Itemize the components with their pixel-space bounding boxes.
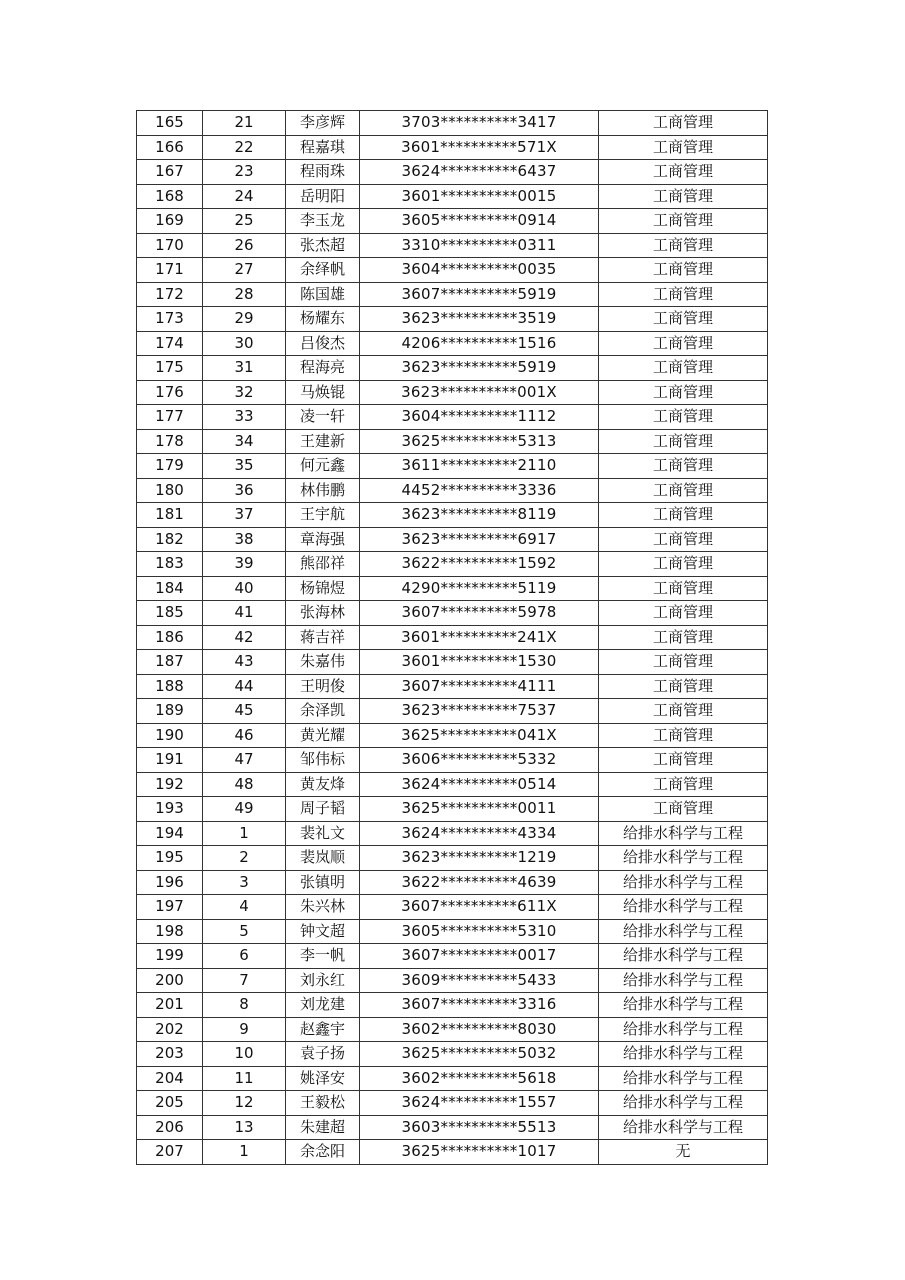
table-row	[137, 282, 768, 307]
cell-major: 工商管理	[599, 356, 768, 381]
cell-id-number: 3607**********4111	[360, 674, 599, 699]
cell-serial-number: 177	[137, 405, 203, 430]
cell-student-name: 王建新	[286, 429, 360, 454]
cell-group-index: 24	[203, 184, 286, 209]
cell-id-number: 3601**********0015	[360, 184, 599, 209]
cell-serial-number: 168	[137, 184, 203, 209]
cell-student-name: 何元鑫	[286, 454, 360, 479]
cell-major: 工商管理	[599, 282, 768, 307]
cell-group-index: 4	[203, 895, 286, 920]
cell-major: 工商管理	[599, 307, 768, 332]
cell-id-number: 3604**********1112	[360, 405, 599, 430]
table-row	[137, 576, 768, 601]
cell-group-index: 10	[203, 1042, 286, 1067]
cell-id-number: 3624**********0514	[360, 772, 599, 797]
cell-serial-number: 187	[137, 650, 203, 675]
cell-group-index: 46	[203, 723, 286, 748]
cell-major: 工商管理	[599, 527, 768, 552]
cell-major: 给排水科学与工程	[599, 846, 768, 871]
table-row	[137, 674, 768, 699]
cell-major: 工商管理	[599, 699, 768, 724]
roster-table-body	[137, 111, 768, 1165]
cell-serial-number: 200	[137, 968, 203, 993]
cell-serial-number: 188	[137, 674, 203, 699]
cell-serial-number: 182	[137, 527, 203, 552]
cell-id-number: 3607**********611X	[360, 895, 599, 920]
cell-group-index: 26	[203, 233, 286, 258]
table-row	[137, 1017, 768, 1042]
cell-serial-number: 204	[137, 1066, 203, 1091]
cell-serial-number: 198	[137, 919, 203, 944]
cell-student-name: 姚泽安	[286, 1066, 360, 1091]
cell-major: 工商管理	[599, 772, 768, 797]
cell-student-name: 王明俊	[286, 674, 360, 699]
table-row	[137, 552, 768, 577]
cell-student-name: 朱兴林	[286, 895, 360, 920]
cell-major: 给排水科学与工程	[599, 919, 768, 944]
cell-major: 工商管理	[599, 405, 768, 430]
cell-major: 给排水科学与工程	[599, 870, 768, 895]
cell-group-index: 47	[203, 748, 286, 773]
cell-group-index: 35	[203, 454, 286, 479]
cell-group-index: 44	[203, 674, 286, 699]
cell-student-name: 马焕锟	[286, 380, 360, 405]
table-row	[137, 135, 768, 160]
cell-major: 工商管理	[599, 748, 768, 773]
cell-major: 无	[599, 1140, 768, 1165]
cell-group-index: 48	[203, 772, 286, 797]
cell-student-name: 陈国雄	[286, 282, 360, 307]
table-row	[137, 772, 768, 797]
cell-major: 给排水科学与工程	[599, 944, 768, 969]
cell-id-number: 3623**********7537	[360, 699, 599, 724]
table-row	[137, 111, 768, 136]
cell-id-number: 3622**********4639	[360, 870, 599, 895]
cell-student-name: 王宇航	[286, 503, 360, 528]
cell-group-index: 13	[203, 1115, 286, 1140]
table-row	[137, 405, 768, 430]
cell-student-name: 章海强	[286, 527, 360, 552]
table-row	[137, 160, 768, 185]
table-row	[137, 209, 768, 234]
cell-id-number: 3605**********0914	[360, 209, 599, 234]
cell-serial-number: 205	[137, 1091, 203, 1116]
table-row	[137, 919, 768, 944]
cell-major: 给排水科学与工程	[599, 895, 768, 920]
cell-serial-number: 192	[137, 772, 203, 797]
table-row	[137, 331, 768, 356]
cell-serial-number: 184	[137, 576, 203, 601]
cell-major: 给排水科学与工程	[599, 1066, 768, 1091]
table-row	[137, 1140, 768, 1165]
cell-major: 工商管理	[599, 552, 768, 577]
cell-serial-number: 166	[137, 135, 203, 160]
table-row	[137, 307, 768, 332]
cell-group-index: 28	[203, 282, 286, 307]
table-row	[137, 846, 768, 871]
cell-id-number: 3611**********2110	[360, 454, 599, 479]
cell-serial-number: 189	[137, 699, 203, 724]
cell-group-index: 29	[203, 307, 286, 332]
cell-group-index: 40	[203, 576, 286, 601]
cell-group-index: 49	[203, 797, 286, 822]
table-row	[137, 527, 768, 552]
cell-id-number: 3609**********5433	[360, 968, 599, 993]
cell-id-number: 3623**********6917	[360, 527, 599, 552]
table-row	[137, 968, 768, 993]
cell-student-name: 凌一轩	[286, 405, 360, 430]
cell-id-number: 4206**********1516	[360, 331, 599, 356]
cell-group-index: 23	[203, 160, 286, 185]
cell-id-number: 3624**********1557	[360, 1091, 599, 1116]
cell-student-name: 林伟鹏	[286, 478, 360, 503]
table-row	[137, 895, 768, 920]
cell-serial-number: 165	[137, 111, 203, 136]
table-row	[137, 1042, 768, 1067]
cell-group-index: 25	[203, 209, 286, 234]
cell-group-index: 7	[203, 968, 286, 993]
cell-id-number: 3623**********1219	[360, 846, 599, 871]
cell-id-number: 3625**********0011	[360, 797, 599, 822]
cell-student-name: 岳明阳	[286, 184, 360, 209]
cell-serial-number: 178	[137, 429, 203, 454]
cell-student-name: 张海林	[286, 601, 360, 626]
cell-student-name: 杨锦煜	[286, 576, 360, 601]
cell-major: 给排水科学与工程	[599, 821, 768, 846]
cell-serial-number: 203	[137, 1042, 203, 1067]
cell-major: 工商管理	[599, 209, 768, 234]
cell-serial-number: 185	[137, 601, 203, 626]
cell-student-name: 袁子扬	[286, 1042, 360, 1067]
table-row	[137, 993, 768, 1018]
cell-id-number: 3607**********5978	[360, 601, 599, 626]
table-row	[137, 233, 768, 258]
cell-group-index: 11	[203, 1066, 286, 1091]
cell-group-index: 45	[203, 699, 286, 724]
cell-student-name: 张杰超	[286, 233, 360, 258]
table-row	[137, 258, 768, 283]
cell-id-number: 3624**********4334	[360, 821, 599, 846]
table-row	[137, 797, 768, 822]
table-row	[137, 1066, 768, 1091]
cell-student-name: 王毅松	[286, 1091, 360, 1116]
cell-student-name: 蒋吉祥	[286, 625, 360, 650]
table-row	[137, 184, 768, 209]
cell-major: 工商管理	[599, 576, 768, 601]
cell-group-index: 1	[203, 821, 286, 846]
cell-major: 工商管理	[599, 233, 768, 258]
cell-serial-number: 173	[137, 307, 203, 332]
cell-group-index: 34	[203, 429, 286, 454]
table-row	[137, 944, 768, 969]
roster-table	[136, 110, 768, 1165]
cell-id-number: 3622**********1592	[360, 552, 599, 577]
cell-serial-number: 190	[137, 723, 203, 748]
cell-serial-number: 172	[137, 282, 203, 307]
cell-group-index: 42	[203, 625, 286, 650]
table-row	[137, 699, 768, 724]
cell-student-name: 刘永红	[286, 968, 360, 993]
table-row	[137, 429, 768, 454]
cell-serial-number: 174	[137, 331, 203, 356]
cell-group-index: 32	[203, 380, 286, 405]
cell-serial-number: 181	[137, 503, 203, 528]
cell-student-name: 邹伟标	[286, 748, 360, 773]
cell-group-index: 21	[203, 111, 286, 136]
cell-student-name: 朱嘉伟	[286, 650, 360, 675]
table-row	[137, 723, 768, 748]
cell-serial-number: 180	[137, 478, 203, 503]
cell-major: 给排水科学与工程	[599, 1042, 768, 1067]
table-row	[137, 1115, 768, 1140]
cell-id-number: 3625**********5032	[360, 1042, 599, 1067]
cell-group-index: 31	[203, 356, 286, 381]
table-row	[137, 503, 768, 528]
cell-serial-number: 171	[137, 258, 203, 283]
cell-serial-number: 191	[137, 748, 203, 773]
cell-student-name: 张镇明	[286, 870, 360, 895]
cell-id-number: 3607**********3316	[360, 993, 599, 1018]
cell-major: 给排水科学与工程	[599, 1091, 768, 1116]
cell-id-number: 4452**********3336	[360, 478, 599, 503]
cell-group-index: 6	[203, 944, 286, 969]
cell-student-name: 余绎帆	[286, 258, 360, 283]
table-row	[137, 478, 768, 503]
cell-major: 工商管理	[599, 723, 768, 748]
cell-major: 工商管理	[599, 258, 768, 283]
cell-major: 工商管理	[599, 478, 768, 503]
cell-id-number: 3310**********0311	[360, 233, 599, 258]
cell-major: 给排水科学与工程	[599, 993, 768, 1018]
cell-serial-number: 179	[137, 454, 203, 479]
cell-student-name: 程雨珠	[286, 160, 360, 185]
cell-student-name: 余念阳	[286, 1140, 360, 1165]
cell-id-number: 4290**********5119	[360, 576, 599, 601]
cell-major: 工商管理	[599, 429, 768, 454]
cell-id-number: 3625**********5313	[360, 429, 599, 454]
cell-serial-number: 193	[137, 797, 203, 822]
cell-student-name: 余泽凯	[286, 699, 360, 724]
cell-serial-number: 186	[137, 625, 203, 650]
cell-group-index: 39	[203, 552, 286, 577]
cell-group-index: 27	[203, 258, 286, 283]
cell-serial-number: 202	[137, 1017, 203, 1042]
cell-serial-number: 169	[137, 209, 203, 234]
cell-student-name: 熊邵祥	[286, 552, 360, 577]
cell-group-index: 36	[203, 478, 286, 503]
cell-group-index: 30	[203, 331, 286, 356]
cell-major: 给排水科学与工程	[599, 1115, 768, 1140]
cell-major: 工商管理	[599, 331, 768, 356]
table-row	[137, 1091, 768, 1116]
table-row	[137, 748, 768, 773]
table-row	[137, 625, 768, 650]
cell-id-number: 3605**********5310	[360, 919, 599, 944]
cell-group-index: 41	[203, 601, 286, 626]
table-row	[137, 356, 768, 381]
cell-serial-number: 175	[137, 356, 203, 381]
cell-major: 工商管理	[599, 184, 768, 209]
cell-serial-number: 176	[137, 380, 203, 405]
cell-major: 工商管理	[599, 625, 768, 650]
cell-id-number: 3601**********571X	[360, 135, 599, 160]
cell-major: 给排水科学与工程	[599, 968, 768, 993]
cell-id-number: 3623**********3519	[360, 307, 599, 332]
cell-id-number: 3623**********001X	[360, 380, 599, 405]
cell-id-number: 3625**********041X	[360, 723, 599, 748]
cell-major: 工商管理	[599, 650, 768, 675]
cell-serial-number: 170	[137, 233, 203, 258]
cell-id-number: 3703**********3417	[360, 111, 599, 136]
cell-student-name: 裴岚顺	[286, 846, 360, 871]
cell-serial-number: 167	[137, 160, 203, 185]
cell-id-number: 3606**********5332	[360, 748, 599, 773]
cell-student-name: 刘龙建	[286, 993, 360, 1018]
cell-student-name: 黄光耀	[286, 723, 360, 748]
cell-student-name: 朱建超	[286, 1115, 360, 1140]
table-row	[137, 650, 768, 675]
cell-serial-number: 197	[137, 895, 203, 920]
cell-student-name: 李玉龙	[286, 209, 360, 234]
cell-serial-number: 206	[137, 1115, 203, 1140]
cell-major: 工商管理	[599, 135, 768, 160]
cell-group-index: 5	[203, 919, 286, 944]
cell-id-number: 3602**********8030	[360, 1017, 599, 1042]
cell-id-number: 3625**********1017	[360, 1140, 599, 1165]
cell-group-index: 1	[203, 1140, 286, 1165]
cell-id-number: 3623**********5919	[360, 356, 599, 381]
cell-major: 工商管理	[599, 601, 768, 626]
cell-id-number: 3607**********5919	[360, 282, 599, 307]
cell-id-number: 3604**********0035	[360, 258, 599, 283]
cell-group-index: 43	[203, 650, 286, 675]
cell-major: 工商管理	[599, 160, 768, 185]
cell-serial-number: 201	[137, 993, 203, 1018]
cell-major: 工商管理	[599, 503, 768, 528]
table-row	[137, 821, 768, 846]
cell-student-name: 程嘉琪	[286, 135, 360, 160]
table-row	[137, 380, 768, 405]
cell-group-index: 33	[203, 405, 286, 430]
cell-serial-number: 183	[137, 552, 203, 577]
cell-student-name: 程海亮	[286, 356, 360, 381]
cell-group-index: 8	[203, 993, 286, 1018]
cell-student-name: 黄友烽	[286, 772, 360, 797]
cell-major: 给排水科学与工程	[599, 1017, 768, 1042]
cell-id-number: 3601**********241X	[360, 625, 599, 650]
cell-student-name: 杨耀东	[286, 307, 360, 332]
cell-major: 工商管理	[599, 454, 768, 479]
cell-serial-number: 195	[137, 846, 203, 871]
cell-group-index: 9	[203, 1017, 286, 1042]
cell-student-name: 李彦辉	[286, 111, 360, 136]
cell-group-index: 2	[203, 846, 286, 871]
cell-group-index: 38	[203, 527, 286, 552]
cell-major: 工商管理	[599, 111, 768, 136]
cell-student-name: 钟文超	[286, 919, 360, 944]
cell-serial-number: 196	[137, 870, 203, 895]
cell-id-number: 3603**********5513	[360, 1115, 599, 1140]
cell-id-number: 3623**********8119	[360, 503, 599, 528]
table-row	[137, 601, 768, 626]
cell-id-number: 3607**********0017	[360, 944, 599, 969]
table-row	[137, 454, 768, 479]
cell-student-name: 裴礼文	[286, 821, 360, 846]
table-row	[137, 870, 768, 895]
cell-group-index: 22	[203, 135, 286, 160]
cell-student-name: 吕俊杰	[286, 331, 360, 356]
cell-student-name: 周子韬	[286, 797, 360, 822]
cell-major: 工商管理	[599, 674, 768, 699]
cell-group-index: 12	[203, 1091, 286, 1116]
cell-group-index: 3	[203, 870, 286, 895]
cell-student-name: 赵鑫宇	[286, 1017, 360, 1042]
cell-major: 工商管理	[599, 797, 768, 822]
cell-major: 工商管理	[599, 380, 768, 405]
cell-group-index: 37	[203, 503, 286, 528]
cell-serial-number: 199	[137, 944, 203, 969]
cell-serial-number: 207	[137, 1140, 203, 1165]
cell-serial-number: 194	[137, 821, 203, 846]
cell-id-number: 3624**********6437	[360, 160, 599, 185]
cell-student-name: 李一帆	[286, 944, 360, 969]
cell-id-number: 3602**********5618	[360, 1066, 599, 1091]
cell-id-number: 3601**********1530	[360, 650, 599, 675]
